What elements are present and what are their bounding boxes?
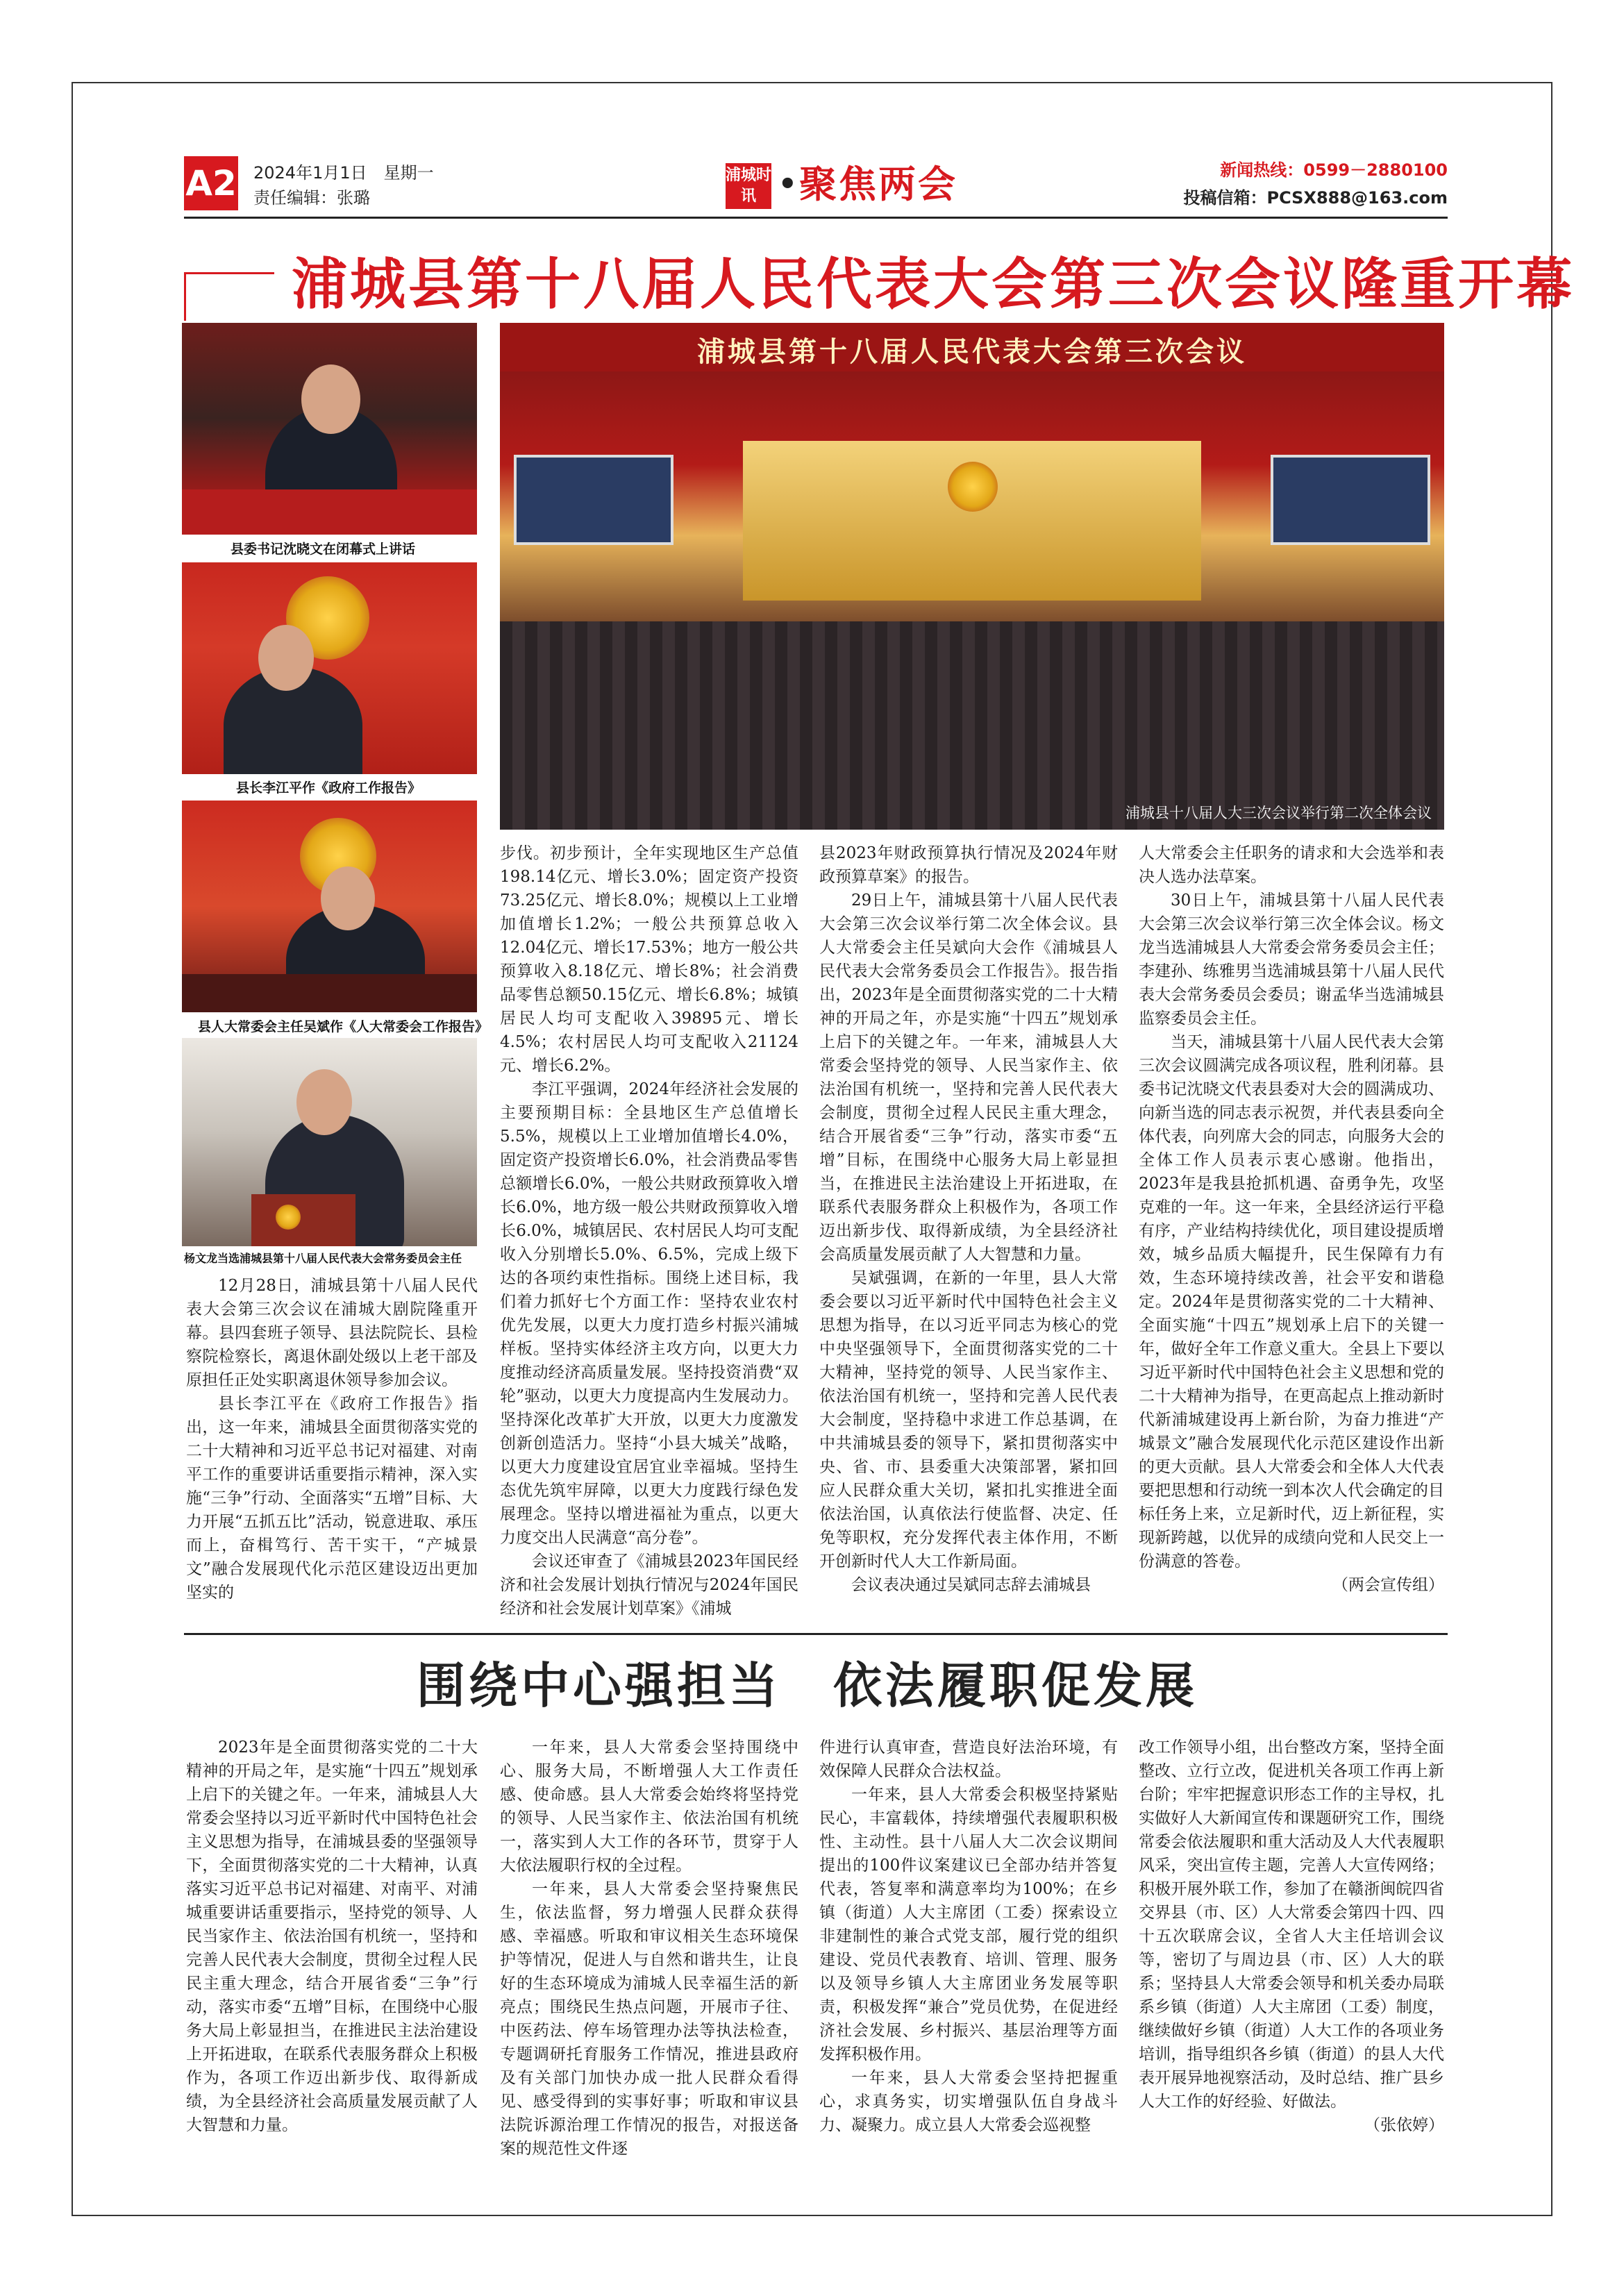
photo-new-director-oath	[182, 1038, 477, 1246]
paragraph: 会议表决通过吴斌同志辞去浦城县	[851, 1576, 1091, 1594]
paragraph: 步伐。初步预计，全年实现地区生产总值198.14亿元、增长3.0%；固定资产投资73.25亿元、增长8.0%；规模以上工业增加值增长1.2%；一般公共预算总收入12.04亿元、增长17.53%；地方一般公共预算收入8.18亿元、增长8%；社会消费品零售总额50.15亿元、增长6.8%；城镇居民人均可支配收入39895元、增长4.5%；农村居民人均可支配收入21124元、增长6.2%。	[500, 844, 798, 1075]
main-headline: 浦城县第十八届人民代表大会第三次会议隆重开幕	[292, 252, 1575, 317]
speaker-head	[296, 1069, 352, 1135]
podium-table	[182, 489, 477, 535]
main-photo-caption: 浦城县十八届人大三次会议举行第二次全体会议	[1125, 805, 1432, 821]
right-screen	[1271, 455, 1430, 545]
issue-date: 2024年1月1日 星期一	[253, 163, 434, 183]
podium-emblem-icon	[276, 1205, 301, 1230]
photo-caption-2: 县长李江平作《政府工作报告》	[236, 780, 421, 796]
header-rule	[184, 217, 1448, 219]
audience-seats	[500, 621, 1444, 830]
paragraph: 2023年是全面贯彻落实党的二十大精神的开局之年，是实施“十四五”规划承上启下的关键之年。一年来，浦城县人大常委会坚持以习近平新时代中国特色社会主义思想为指导，在浦城县委的坚强领导下，全面贯彻落实党的二十大精神，认真落实习近平总书记对福建、对南平、对浦城重要讲话重要指示，坚持党的领导、人民当家作主、依法治国有机统一，坚持和完善人民代表大会制度，贯彻全过程人民民主重大理念，结合开展省委“三争”行动，落实市委“五增”目标，在围绕中心服务大局上彰显担当，在推进民主法治建设上开拓进取，在联系代表服务群众上积极作为，各项工作迈出新步伐、取得新成绩，为全县经济社会高质量发展贡献了人大智慧和力量。	[186, 1738, 478, 2134]
paragraph: 当天，浦城县第十八届人民代表大会第三次会议圆满完成各项议程，胜利闭幕。县委书记沈晓文代表县委对大会的圆满成功、向新当选的同志表示祝贺，并代表县委向全体代表，向列席大会的同志，向服务大会的全体工作人员表示衷心感谢。他指出，2023年是我县抢抓机遇、奋勇争先，攻坚克难的一年。这一年来，全县经济运行平稳有序，产业结构持续优化，项目建设提质增效，城乡品质大幅提升，民生保障有力有效，生态环境持续改善，社会平安和谐稳定。2024年是贯彻落实党的二十大精神、全面实施“十四五”规划承上启下的关键一年，做好全年工作意义重大。全县上下要以习近平新时代中国特色社会主义思想和党的二十大精神为指导，在更高起点上推动新时代新浦城建设再上新台阶，为奋力推进“产城景文”融合发展现代化示范区建设作出新的更大贡献。县人大常委会和全体人大代表要把思想和行动统一到本次人代会确定的目标任务上来，立足新时代，迈上新征程，实现新跨越，以优异的成绩向党和人民交上一份满意的答卷。	[1139, 1033, 1444, 1570]
second-headline: 围绕中心强担当 依法履职促发展	[417, 1657, 1198, 1714]
article-column-1	[186, 1274, 478, 1604]
stage-banner: 浦城县第十八届人民代表大会第三次会议	[697, 336, 1247, 368]
byline: （两会宣传组）	[1332, 1576, 1444, 1594]
paragraph: 12月28日，浦城县第十八届人民代表大会第三次会议在浦城大剧院隆重开幕。县四套班子领导、县法院院长、县检察院检察长，离退休副处级以上老干部及原担任正处实职离退休领导参加会议。	[186, 1277, 478, 1389]
photo-caption-1: 县委书记沈晓文在闭幕式上讲话	[231, 542, 416, 557]
article-column-4	[1139, 841, 1444, 1597]
photo-assembly-hall	[500, 323, 1444, 830]
headline-decoration-vertical	[184, 272, 186, 321]
left-screen	[514, 455, 673, 545]
submission-email: 投稿信箱：PCSX888@163.com	[1183, 188, 1448, 208]
section-separator	[184, 1633, 1448, 1635]
page-number: A2	[184, 156, 238, 210]
podium	[251, 1194, 355, 1246]
second-column-2	[500, 1736, 798, 2161]
paragraph: 件进行认真审查，营造良好法治环境，有效保障人民群众合法权益。	[819, 1738, 1118, 1780]
article-column-2	[500, 841, 798, 1620]
page-header	[184, 156, 1448, 215]
section-title: 聚焦两会	[799, 162, 957, 206]
paragraph: 一年来，县人大常委会坚持把握重心，求真务实，切实增强队伍自身战斗力、凝聚力。成立县人大常委会巡视整	[819, 2069, 1118, 2134]
section-dot: •	[777, 164, 798, 206]
paragraph: 会议还审查了《浦城县2023年国民经济和社会发展计划执行情况与2024年国民经济和社会发展计划草案》《浦城	[500, 1552, 798, 1618]
speaker-head	[258, 625, 314, 691]
paragraph: 一年来，县人大常委会坚持聚焦民生，依法监督，努力增强人民群众获得感、幸福感。听取和审议相关生态环境保护等情况，促进人与自然和谐共生，让良好的生态环境成为浦城人民幸福生活的新亮点；围绕民生热点问题，开展市子往、中医药法、停车场管理办法等执法检查，专题调研托育服务工作情况，推进县政府及有关部门加快办成一批人民群众看得见、感受得到的实事好事；听取和审议县法院诉源治理工作情况的报告，对报送备案的规范性文件逐	[500, 1880, 798, 2158]
second-column-1	[186, 1736, 478, 2137]
paragraph: 改工作领导小组，出台整改方案，坚持全面整改、立行立改，促进机关各项工作再上新台阶；牢牢把握意识形态工作的主导权，扎实做好人大新闻宣传和课题研究工作，围绕常委会依法履职和重大活动及人大代表履职风采，突出宣传主题，完善人大宣传网络；积极开展外联工作，参加了在赣浙闽皖四省交界县（市、区）人大常委会第四十四、四十五次联席会议，全省人大主任培训会议等，密切了与周边县（市、区）人大的联系；坚持县人大常委会领导和机关委办局联系乡镇（街道）人大主席团（工委）制度，继续做好乡镇（街道）人大工作的各项业务培训，指导组织各乡镇（街道）的县人大代表开展异地视察活动，及时总结、推广县乡人大工作的好经验、好做法。	[1139, 1738, 1444, 2111]
article-column-3	[819, 841, 1118, 1597]
photo-party-secretary	[182, 323, 477, 535]
stage-emblem-icon	[948, 462, 998, 512]
news-hotline: 新闻热线：0599－2880100	[1220, 160, 1448, 180]
speaker-head	[301, 364, 360, 434]
paragraph: 县2023年财政预算执行情况及2024年财政预算草案》的报告。	[819, 844, 1118, 886]
photo-caption-3: 县人大常委会主任吴斌作《人大常委会工作报告》	[198, 1019, 489, 1034]
speaker-head	[321, 866, 375, 930]
paragraph: 一年来，县人大常委会积极坚持紧贴民心，丰富载体，持续增强代表履职积极性、主动性。县十八届人大二次会议期间提出的100件议案建议已全部办结并答复代表，答复率和满意率均为100%；在乡镇（街道）人大主席团（工委）探索设立非建制性的兼合式党支部，履行党的组织建设、党员代表教育、培训、管理、服务以及领导乡镇人大主席团业务发展等职责，积极发挥“兼合”党员优势，在促进经济社会发展、乡村振兴、基层治理等方面发挥积极作用。	[819, 1786, 1118, 2063]
newspaper-logo: 浦城时讯	[726, 163, 771, 209]
paragraph: 一年来，县人大常委会坚持围绕中心、服务大局，不断增强人大工作责任感、使命感。县人大常委会始终将坚持党的领导、人民当家作主、依法治国有机统一，落实到人大工作的各环节，贯穿于人大依法履职行权的全过程。	[500, 1738, 798, 1875]
paragraph: 30日上午，浦城县第十八届人民代表大会第三次会议举行第三次全体会议。杨文龙当选浦城县人大常委会常务委员会主任；李建孙、练雅男当选浦城县第十八届人民代表大会常务委员会委员；谢孟华当选浦城县监察委员会主任。	[1139, 891, 1444, 1028]
photo-caption-4: 杨文龙当选浦城县第十八届人民代表大会常务委员会主任	[184, 1252, 462, 1265]
paragraph: 吴斌强调，在新的一年里，县人大常委会要以习近平新时代中国特色社会主义思想为指导，在以习近平同志为核心的党中央坚强领导下，全面贯彻落实党的二十大精神，坚持党的领导、人民当家作主、依法治国有机统一，坚持和完善人民代表大会制度，坚持稳中求进工作总基调，在中共浦城县委的领导下，紧扣贯彻落实中央、省、市、县委重大决策部署，紧扣回应人民群众重大关切，紧扣扎实推进全面依法治国，认真依法行使监督、决定、任免等职权，充分发挥代表主体作用，不断开创新时代人大工作新局面。	[819, 1269, 1118, 1570]
podium	[182, 974, 477, 1012]
photo-npc-director	[182, 801, 477, 1012]
photo-county-head	[182, 562, 477, 774]
paragraph: 人大常委会主任职务的请求和大会选举和表决人选办法草案。	[1139, 844, 1444, 886]
paragraph: 李江平强调，2024年经济社会发展的主要预期目标：全县地区生产总值增长5.5%，规模以上工业增加值增长4.0%，固定资产投资增长6.0%，社会消费品零售总额增长6.0%，一般公共财政预算收入增长6.0%，地方级一般公共财政预算收入增长6.0%，城镇居民、农村居民人均可支配收入分别增长5.0%、6.5%，完成上级下达的各项约束性指标。围绕上述目标，我们着力抓好七个方面工作：坚持农业农村优先发展，以更大力度打造乡村振兴浦城样板。坚持实体经济主攻方向，以更大力度推动经济高质量发展。坚持投资消费“双轮”驱动，以更大力度提高内生发展动力。坚持深化改革扩大开放，以更大力度激发创新创造活力。坚持“小县大城关”战略，以更大力度建设宜居宜业幸福城。坚持生态优先筑牢屏障，以更大力度践行绿色发展理念。坚持以增进福祉为重点，以更大力度交出人民满意“高分卷”。	[500, 1080, 798, 1547]
byline: （张依婷）	[1364, 2116, 1444, 2134]
paragraph: 县长李江平在《政府工作报告》指出，这一年来，浦城县全面贯彻落实党的二十大精神和习近平总书记对福建、对南平工作的重要讲话重要指示精神，深入实施“三争”行动、全面落实“五增”目标、大力开展“五抓五比”活动，锐意进取、承压而上，奋楫笃行、苦干实干，“产城景文”融合发展现代化示范区建设迈出更加坚实的	[186, 1395, 478, 1602]
headline-decoration	[184, 272, 274, 274]
second-column-4	[1139, 1736, 1444, 2137]
responsible-editor: 责任编辑：张璐	[253, 188, 370, 208]
second-column-3	[819, 1736, 1118, 2137]
paragraph: 29日上午，浦城县第十八届人民代表大会第三次会议举行第二次全体会议。县人大常委会主任吴斌向大会作《浦城县人民代表大会常务委员会工作报告》。报告指出，2023年是全面贯彻落实党的二十大精神的开局之年，亦是实施“十四五”规划承上启下的关键之年。一年来，浦城县人大常委会坚持党的领导、人民当家作主、依法治国有机统一，坚持和完善人民代表大会制度，贯彻全过程人民民主重大理念，结合开展省委“三争”行动，落实市委“五增”目标，在围绕中心服务大局上彰显担当，在推进民主法治建设上开拓进取，在联系代表服务群众上积极作为，各项工作迈出新步伐、取得新成绩，为全县经济社会高质量发展贡献了人大智慧和力量。	[819, 891, 1118, 1264]
